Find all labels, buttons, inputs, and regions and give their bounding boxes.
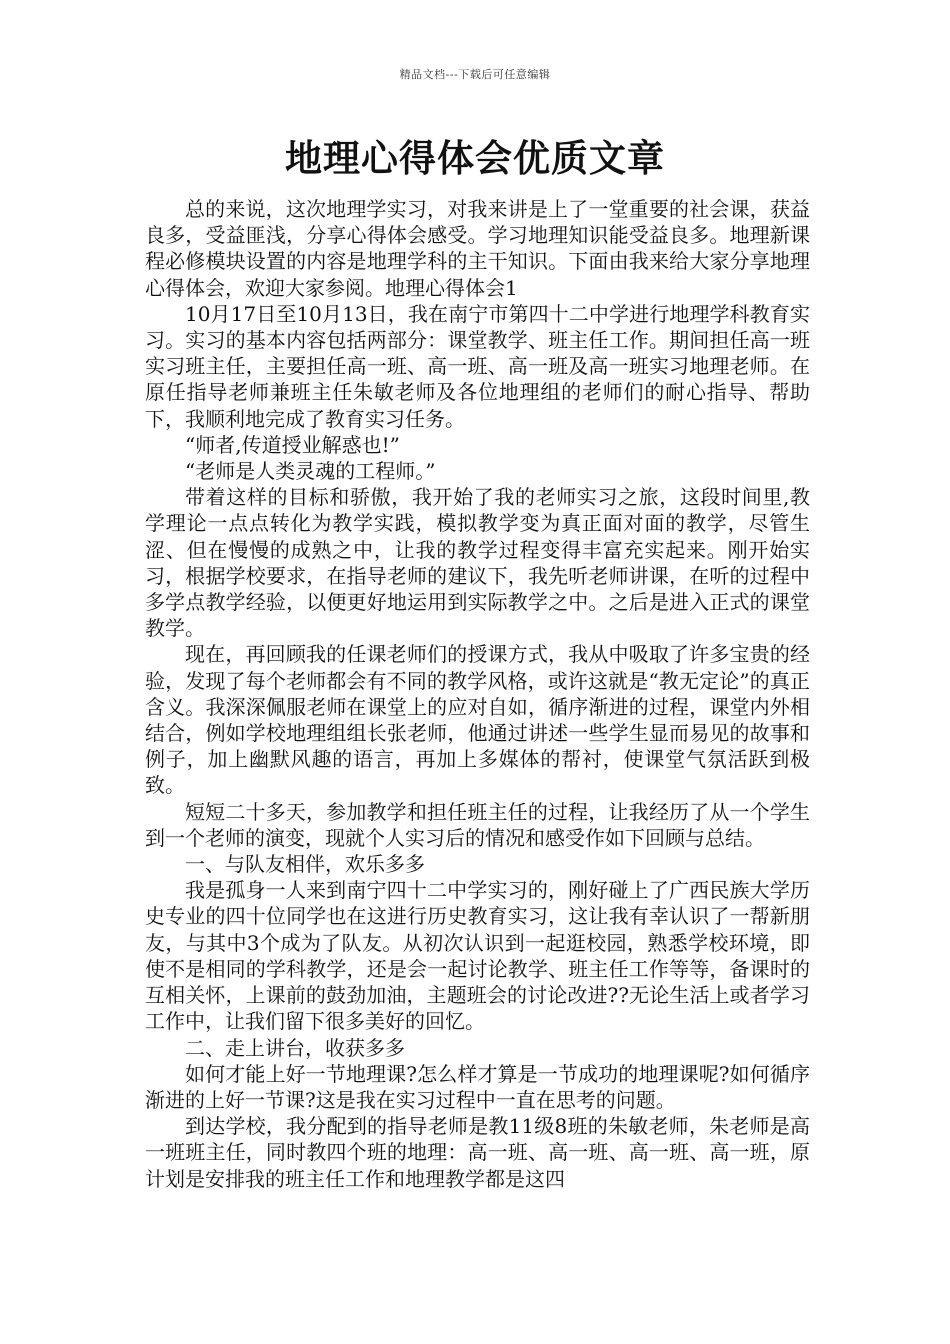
document-body — [145, 196, 810, 1192]
section-heading: 一、与队友相伴，欢乐多多 — [185, 852, 425, 877]
quote-line: “老师是人类灵魂的工程师。” — [185, 459, 436, 484]
header-note: 精品文档---下载后可任意编辑 — [399, 68, 551, 81]
paragraph: 总的来说，这次地理学实习，对我来讲是上了一堂重要的社会课，获益良多，受益匪浅，分享心得体会感受。学习地理知识能受益良多。地理新课程必修模块设置的内容是地理学科的主干知识。下面由我来给大家分享地理心得体会，欢迎大家参阅。地理心得体会1 — [145, 197, 810, 300]
document-title: 地理心得体会优质文章 — [285, 137, 665, 180]
paragraph: 现在，再回顾我的任课老师们的授课方式，我从中吸取了许多宝贵的经验，发现了每个老师都会有不同的教学风格，或许这就是“教无定论”的真正含义。我深深佩服老师在课堂上的应对自如，循序渐进的过程，课堂内外相结合，例如学校地理组组长张老师，他通过讲述一些学生显而易见的故事和例子，加上幽默风趣的语言，再加上多媒体的帮衬，使课堂气氛活跃到极致。 — [145, 642, 810, 798]
paragraph: 短短二十多天，参加教学和担任班主任的过程，让我经历了从一个学生到一个老师的演变，现就个人实习后的情况和感受作如下回顾与总结。 — [145, 799, 810, 850]
paragraph: 10月17日至10月13日，我在南宁市第四十二中学进行地理学科教育实习。实习的基本内容包括两部分：课堂教学、班主任工作。期间担任高一班实习班主任，主要担任高一班、高一班、高一班及高一班实习地理老师。在原任指导老师兼班主任朱敏老师及各位地理组的老师们的耐心指导、帮助下，我顺利地完成了教育实习任务。 — [145, 301, 810, 431]
quote-line: “师者,传道授业解惑也!” — [185, 432, 400, 457]
paragraph: 如何才能上好一节地理课?怎么样才算是一节成功的地理课呢?如何循序渐进的上好一节课?这是我在实习过程中一直在思考的问题。 — [145, 1061, 810, 1112]
paragraph: 我是孤身一人来到南宁四十二中学实习的，刚好碰上了广西民族大学历史专业的四十位同学也在这进行历史教育实习，这让我有幸认识了一帮新朋友，与其中3个成为了队友。从初次认识到一起逛校园，熟悉学校环境，即使不是相同的学科教学，还是会一起讨论教学、班主任工作等等，备课时的互相关怀，上课前的鼓劲加油，主题班会的讨论改进??无论生活上或者学习工作中，让我们留下很多美好的回忆。 — [145, 878, 810, 1034]
paragraph: 到达学校，我分配到的指导老师是教11级8班的朱敏老师，朱老师是高一班班主任，同时教四个班的地理：高一班、高一班、高一班、高一班，原计划是安排我的班主任工作和地理教学都是这四 — [145, 1114, 810, 1191]
paragraph: 带着这样的目标和骄傲，我开始了我的老师实习之旅，这段时间里,教学理论一点点转化为教学实践，模拟教学变为真正面对面的教学，尽管生涩、但在慢慢的成熟之中，让我的教学过程变得丰富充实起来。刚开始实习，根据学校要求，在指导老师的建议下，我先听老师讲课，在听的过程中多学点教学经验，以便更好地运用到实际教学之中。之后是进入正式的课堂教学。 — [145, 485, 810, 641]
section-heading: 二、走上讲台，收获多多 — [185, 1035, 405, 1060]
